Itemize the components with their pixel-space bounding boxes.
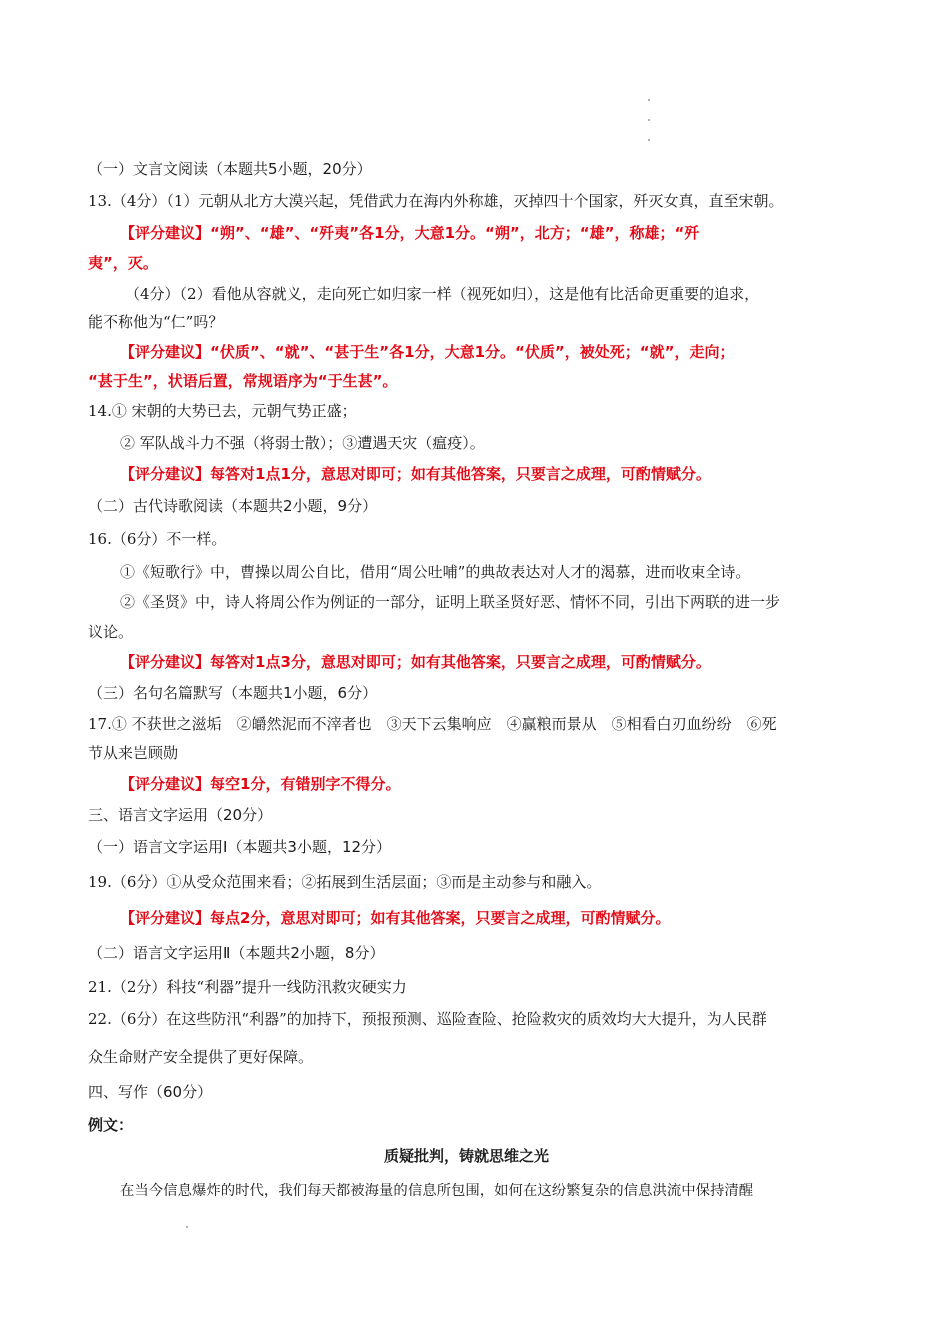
essay-paragraph: 在当今信息爆炸的时代，我们每天都被海量的信息所包围，如何在这纷繁复杂的信息洪流中保持清醒 xyxy=(120,1183,754,1199)
q21-answer: 21.（2分）科技“利器”提升一线防汛救灾硬实力 xyxy=(88,978,407,996)
q16-scoring: 【评分建议】每答对1点3分，意思对即可；如有其他答案，只要言之成理，可酌情赋分。 xyxy=(120,653,711,671)
section-header-wenyan: （一）文言文阅读（本题共5小题，20分） xyxy=(88,160,372,178)
q14-answer-1: 14.① 宋朝的大势已去，元朝气势正盛； xyxy=(88,402,357,420)
part-header-language: 三、语言文字运用（20分） xyxy=(88,806,273,824)
section-header-language-2: （二）语言文字运用Ⅱ（本题共2小题，8分） xyxy=(88,944,385,962)
q22-answer-1: 22.（6分）在这些防汛“利器”的加持下，预报预测、巡险查险、抢险救灾的质效均大大提升，为人民群 xyxy=(88,1010,767,1028)
section-header-language-1: （一）语言文字运用Ⅰ（本题共3小题，12分） xyxy=(88,838,392,856)
margin-dot xyxy=(648,119,650,121)
margin-dot xyxy=(186,1226,188,1228)
essay-title: 质疑批判，铸就思维之光 xyxy=(384,1147,550,1165)
q14-scoring: 【评分建议】每答对1点1分，意思对即可；如有其他答案，只要言之成理，可酌情赋分。 xyxy=(120,465,711,483)
margin-dot xyxy=(648,139,650,141)
q19-scoring: 【评分建议】每点2分，意思对即可；如有其他答案，只要言之成理，可酌情赋分。 xyxy=(120,909,671,927)
q16-answer-1: 16.（6分）不一样。 xyxy=(88,530,227,548)
q13-answer-2-cont: 能不称他为“仁”吗？ xyxy=(88,313,224,331)
q17-answer-2: 节从来岂顾勋 xyxy=(88,744,179,762)
q22-answer-2: 众生命财产安全提供了更好保障。 xyxy=(88,1048,314,1066)
section-header-mingju: （三）名句名篇默写（本题共1小题，6分） xyxy=(88,684,378,702)
q13-scoring-1: 【评分建议】“朔”、“雄”、“歼夷”各1分，大意1分。“朔”，北方；“雄”，称雄；“歼 xyxy=(120,224,700,242)
margin-dot xyxy=(648,99,650,101)
q17-answer-1: 17.① 不获世之滋垢 ②皭然泥而不滓者也 ③天下云集响应 ④赢粮而景从 ⑤相看白刃血纷纷 ⑥死 xyxy=(88,715,777,733)
part-header-writing: 四、写作（60分） xyxy=(88,1083,213,1101)
section-header-poetry: （二）古代诗歌阅读（本题共2小题，9分） xyxy=(88,497,378,515)
q13-answer-2: （4分）（2）看他从容就义，走向死亡如归家一样（视死如归），这是他有比活命更重要的追求， xyxy=(125,285,760,303)
q13-scoring-2-cont: “甚于生”，状语后置，常规语序为“于生甚”。 xyxy=(88,372,398,390)
q16-answer-3-cont: 议论。 xyxy=(88,623,134,641)
q16-answer-2: ①《短歌行》中，曹操以周公自比，借用“周公吐哺”的典故表达对人才的渴慕，进而收束全诗。 xyxy=(120,563,751,581)
q19-answer: 19.（6分）①从受众范围来看；②拓展到生活层面；③而是主动参与和融入。 xyxy=(88,873,602,891)
q13-scoring-1-cont: 夷”，灭。 xyxy=(88,254,158,272)
q16-answer-3: ②《圣贤》中，诗人将周公作为例证的一部分，证明上联圣贤好恶、情怀不同，引出下两联的进一步 xyxy=(120,593,781,611)
q17-scoring: 【评分建议】每空1分，有错别字不得分。 xyxy=(120,775,401,793)
q13-scoring-2: 【评分建议】“伏质”、“就”、“甚于生”各1分，大意1分。“伏质”，被处死；“就”，走向； xyxy=(120,343,735,361)
essay-label: 例文： xyxy=(88,1116,134,1134)
q13-answer-1: 13.（4分）（1）元朝从北方大漠兴起，凭借武力在海内外称雄，灭掉四十个国家，歼灭女真，直至宋朝。 xyxy=(88,192,784,210)
q14-answer-2: ② 军队战斗力不强（将弱士散）；③遭遇天灾（瘟疫）。 xyxy=(120,434,485,452)
